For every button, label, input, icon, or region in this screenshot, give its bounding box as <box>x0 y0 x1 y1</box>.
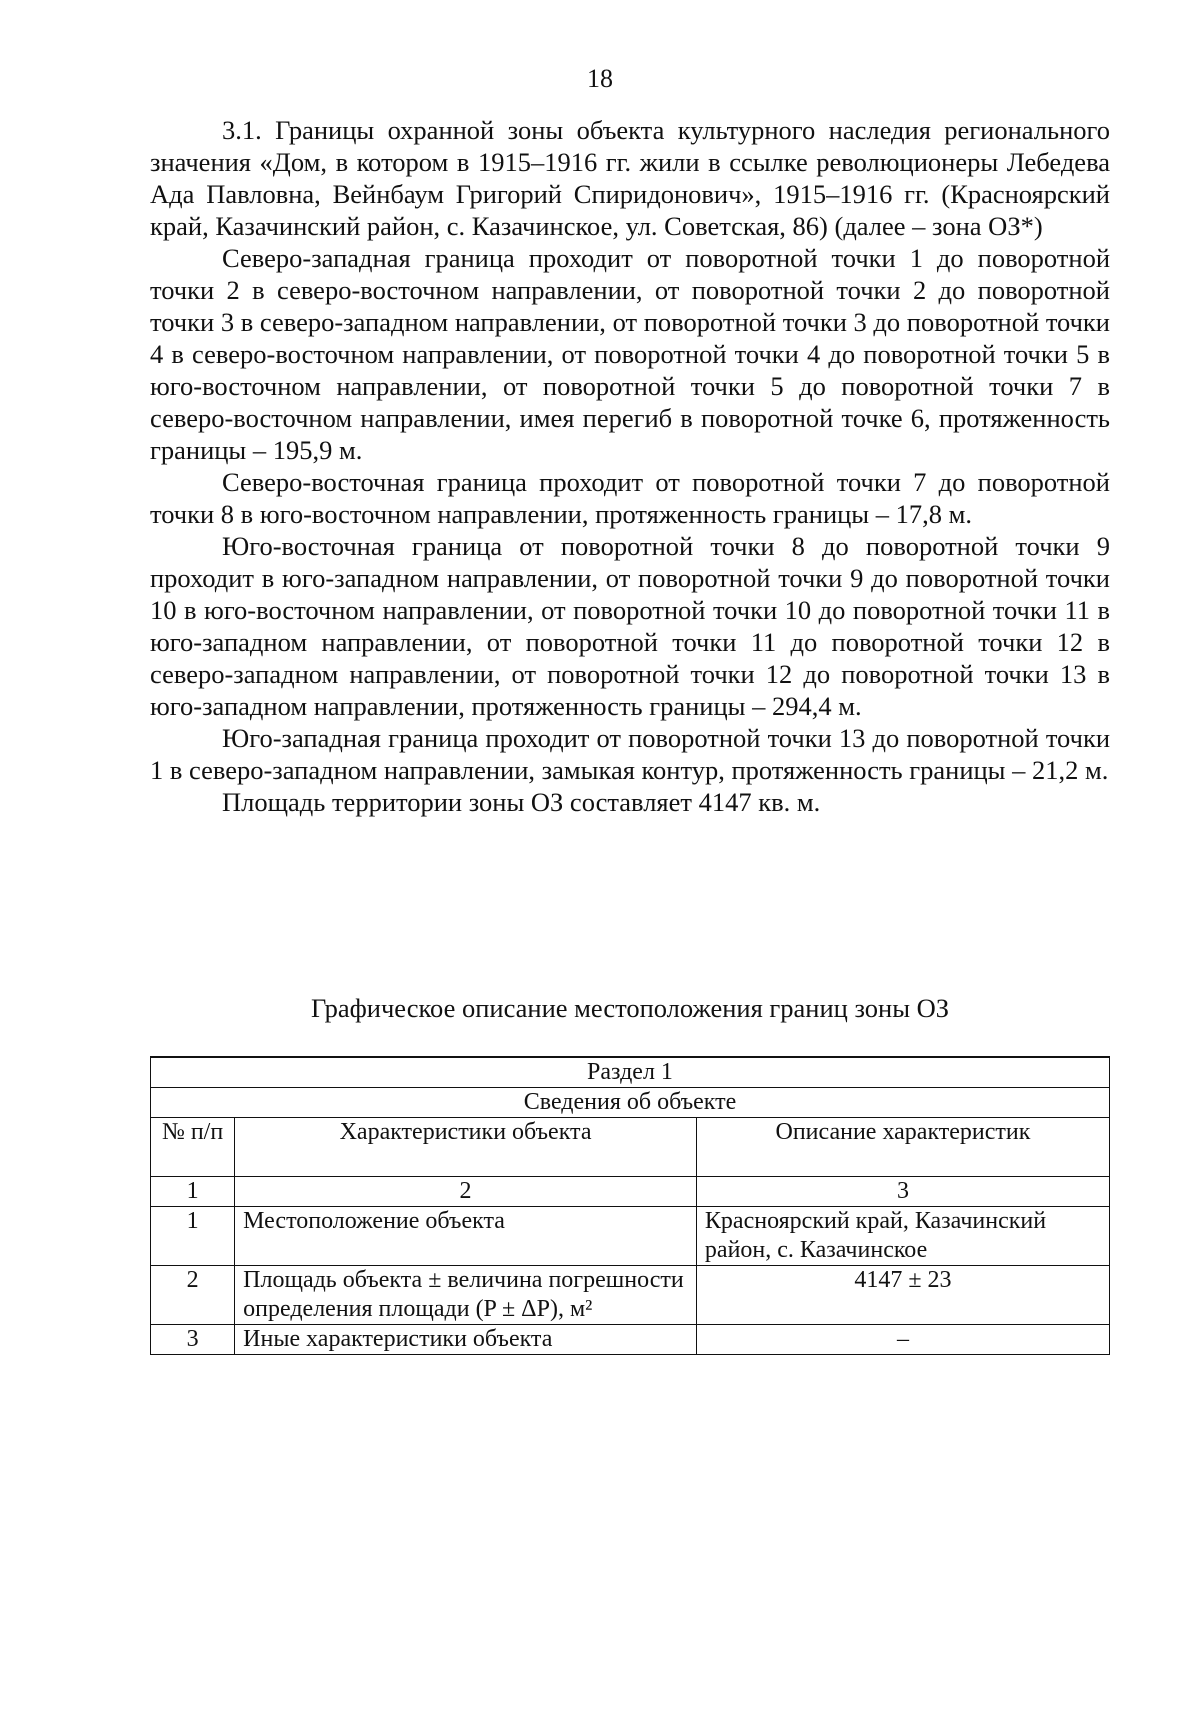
header-description-cell: Описание характеристик <box>696 1118 1109 1177</box>
object-info-table <box>150 1056 1110 1355</box>
column-number-cell: 3 <box>696 1177 1109 1207</box>
row-number-cell: 2 <box>151 1266 235 1325</box>
page-number: 18 <box>587 64 613 93</box>
table-row <box>151 1325 1110 1355</box>
header-characteristics-cell: Характеристики объекта <box>235 1118 697 1177</box>
row-description-cell: – <box>696 1325 1109 1355</box>
row-number-cell: 1 <box>151 1207 235 1266</box>
row-description-cell: Красноярский край, Казачинский район, с. Казачинское <box>696 1207 1109 1266</box>
paragraph-northeast-boundary: Северо-восточная граница проходит от поворотной точки 7 до поворотной точки 8 в юго-восточном направлении, протяженность границы – 17,8 м. <box>150 467 1110 529</box>
row-characteristic-cell: Площадь объекта ± величина погрешности определения площади (P ± ΔP), м² <box>235 1266 697 1325</box>
row-description-cell: 4147 ± 23 <box>696 1266 1109 1325</box>
table-subsection-cell: Сведения об объекте <box>151 1088 1110 1118</box>
paragraph-zone-title: 3.1. Границы охранной зоны объекта культурного наследия регионального значения «Дом, в котором в 1915–1916 гг. жили в ссылке революционеры Лебедева Ада Павловна, Вейнбаум Григорий Спиридонович», 1915–1916 гг. (Красноярский край, Казачинский район, с. Казачинское, ул. Советская, 86) (далее – зона ОЗ*) <box>150 115 1110 241</box>
column-number-cell: 1 <box>151 1177 235 1207</box>
table-section-cell: Раздел 1 <box>151 1057 1110 1088</box>
header-number-cell: № п/п <box>151 1118 235 1177</box>
table-column-numbers-row <box>151 1177 1110 1207</box>
paragraph-northwest-boundary: Северо-западная граница проходит от поворотной точки 1 до поворотной точки 2 в северо-восточном направлении, от поворотной точки 2 до поворотной точки 3 в северо-западном направлении, от поворотной точки 3 до поворотной точки 4 в северо-восточном направлении, от поворотной точки 4 до поворотной точки 5 в юго-восточном направлении, от поворотной точки 5 до поворотной точки 7 в северо-восточном направлении, имея перегиб в поворотной точке 6, протяженность границы – 195,9 м. <box>150 243 1110 465</box>
table-header-row <box>151 1118 1110 1177</box>
table-subsection-row <box>151 1088 1110 1118</box>
paragraph-southwest-boundary: Юго-западная граница проходит от поворотной точки 13 до поворотной точки 1 в северо-западном направлении, замыкая контур, протяженность границы – 21,2 м. <box>150 723 1110 785</box>
table-row <box>151 1266 1110 1325</box>
row-characteristic-cell: Иные характеристики объекта <box>235 1325 697 1355</box>
paragraph-southeast-boundary: Юго-восточная граница от поворотной точки 8 до поворотной точки 9 проходит в юго-западном направлении, от поворотной точки 9 до поворотной точки 10 в юго-восточном направлении, от поворотной точки 10 до поворотной точки 11 в юго-западном направлении, от поворотной точки 11 до поворотной точки 12 в северо-западном направлении, от поворотной точки 12 до поворотной точки 13 в юго-западном направлении, протяженность границы – 294,4 м. <box>150 531 1110 721</box>
graphic-description-title: Графическое описание местоположения границ зоны ОЗ <box>310 993 950 1023</box>
paragraph-zone-area: Площадь территории зоны ОЗ составляет 4147 кв. м. <box>222 787 821 817</box>
row-characteristic-cell: Местоположение объекта <box>235 1207 697 1266</box>
column-number-cell: 2 <box>235 1177 697 1207</box>
row-number-cell: 3 <box>151 1325 235 1355</box>
document-body <box>150 114 1110 818</box>
table-row <box>151 1207 1110 1266</box>
table-section-row <box>151 1057 1110 1088</box>
